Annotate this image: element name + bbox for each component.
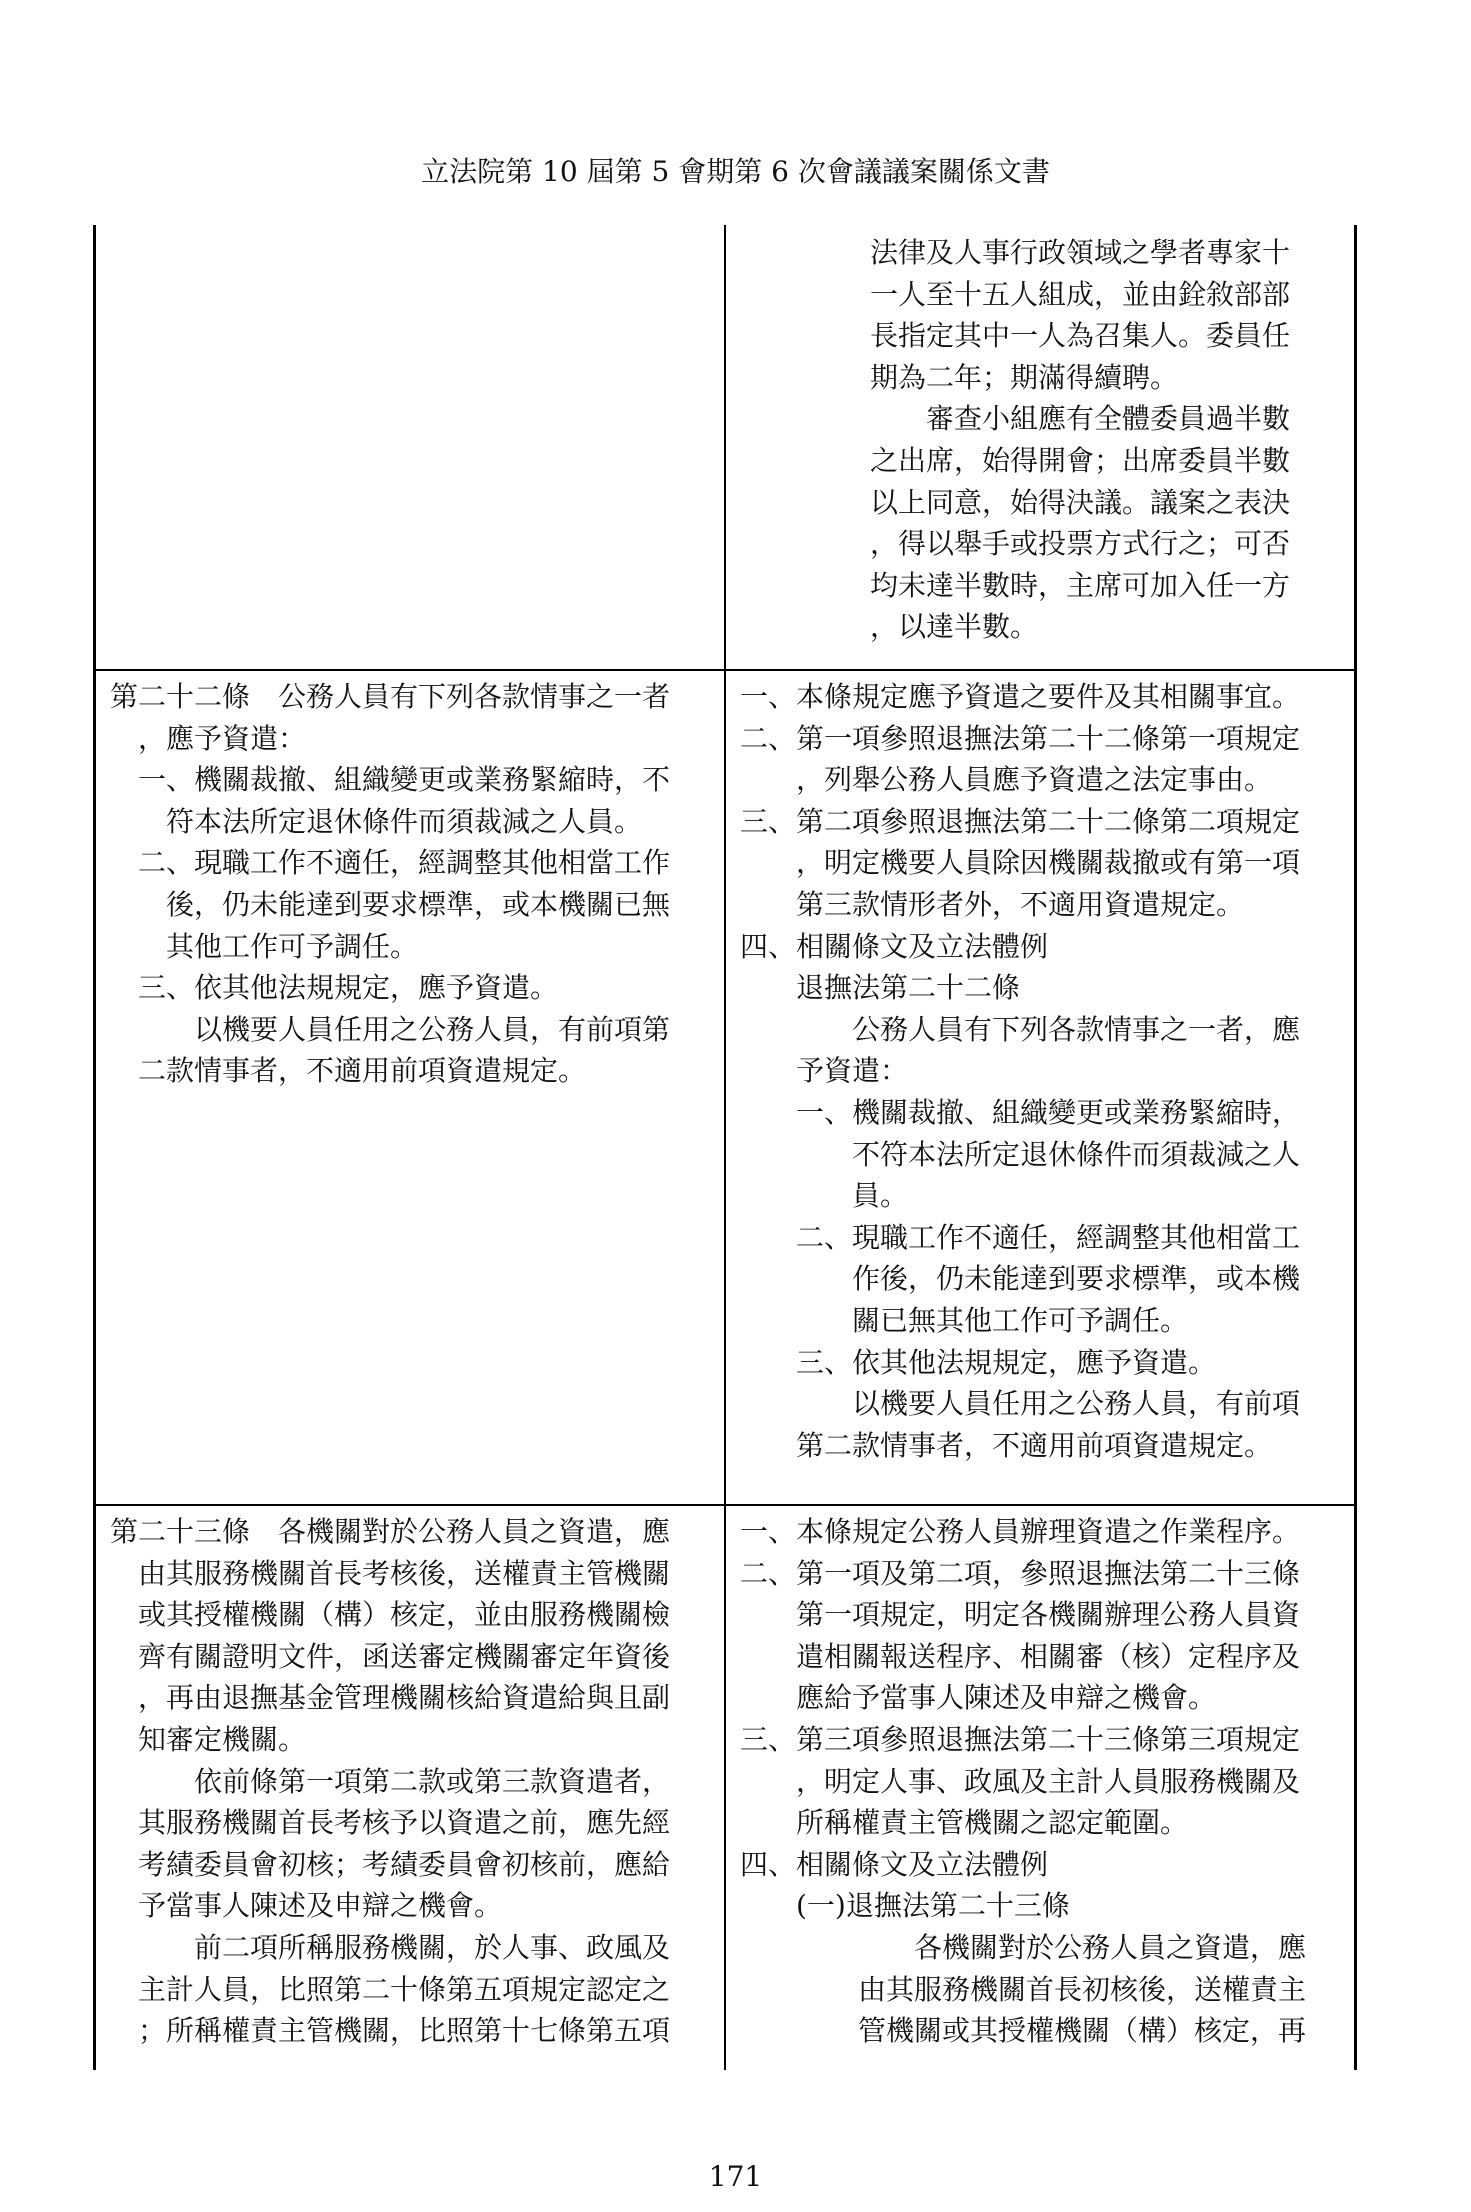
- text-line: 第三款情形者外，不適用資遣規定。: [796, 887, 1245, 921]
- text-line: 由其服務機關首長考核後，送權責主管機關: [138, 1556, 671, 1590]
- text-line: 第二十二條 公務人員有下列各款情事之一者: [110, 680, 671, 713]
- text-line: 二、現職工作不適任，經調整其他相當工: [796, 1220, 1301, 1254]
- text-line: 主計人員，比照第二十條第五項規定認定之: [138, 1972, 671, 2006]
- text-line: 三、第三項參照退撫法第二十三條第三項規定: [740, 1722, 1301, 1756]
- text-line: 齊有關證明文件，函送審定機關審定年資後: [138, 1639, 671, 1673]
- text-line: 其他工作可予調任。: [166, 929, 419, 963]
- text-line: 以上同意，始得決議。議案之表決: [870, 485, 1291, 519]
- text-line: 期為二年；期滿得續聘。: [870, 360, 1179, 394]
- text-line: 不符本法所定退休條件而須裁減之人: [852, 1137, 1301, 1171]
- table-column-divider: [724, 225, 726, 2070]
- text-line: 予資遣：: [796, 1054, 909, 1088]
- text-line: 前二項所稱服務機關，於人事、政風及: [194, 1930, 671, 1964]
- text-line: 長指定其中一人為召集人。委員任: [870, 319, 1291, 353]
- text-line: 由其服務機關首長初核後，送權責主: [858, 1972, 1307, 2006]
- text-line: ，明定機要人員除因機關裁撤或有第一項: [796, 846, 1301, 880]
- text-line: 以機要人員任用之公務人員，有前項第: [194, 1012, 671, 1046]
- text-line: 遣相關報送程序、相關審（核）定程序及: [796, 1639, 1301, 1673]
- text-line: 均未達半數時，主席可加入任一方: [870, 568, 1291, 602]
- text-line: 三、依其他法規規定，應予資遣。: [796, 1345, 1217, 1379]
- row-divider: [93, 1504, 1357, 1506]
- row-3-article-23-text: [110, 1511, 710, 2052]
- text-line: ；所稱權責主管機關，比照第十七條第五項: [138, 2014, 671, 2048]
- text-line: 三、依其他法規規定，應予資遣。: [138, 971, 559, 1005]
- text-line: 審查小組應有全體委員過半數: [926, 402, 1291, 436]
- text-line: ，列舉公務人員應予資遣之法定事由。: [796, 763, 1273, 797]
- row-3-article-23-explanation: [740, 1511, 1340, 2052]
- text-line: 管機關或其授權機關（構）核定，再: [858, 2014, 1307, 2048]
- text-line: 各機關對於公務人員之資遣，應: [914, 1930, 1307, 1964]
- row-2-article-22-explanation: [740, 676, 1340, 1466]
- text-line: 一、機關裁撤、組織變更或業務緊縮時，不: [138, 763, 671, 797]
- text-line: 二款情事者，不適用前項資遣規定。: [138, 1054, 587, 1088]
- text-line: 二、現職工作不適任，經調整其他相當工作: [138, 846, 671, 880]
- row-divider: [93, 669, 1357, 671]
- text-line: 四、相關條文及立法體例: [740, 929, 1049, 963]
- text-line: 或其授權機關（構）核定，並由服務機關檢: [138, 1598, 671, 1632]
- text-line: 一人至十五人組成，並由銓敘部部: [870, 277, 1291, 311]
- row-1-right-cell: [740, 232, 1340, 648]
- row-2-article-22-text: [110, 676, 710, 1092]
- text-line: 第二十三條 各機關對於公務人員之資遣，應: [110, 1515, 671, 1548]
- text-line: 第二款情事者，不適用前項資遣規定。: [796, 1428, 1273, 1462]
- text-line: 退撫法第二十二條: [796, 971, 1021, 1005]
- text-line: 一、本條規定應予資遣之要件及其相關事宜。: [740, 680, 1301, 713]
- text-line: 依前條第一項第二款或第三款資遣者，: [194, 1764, 671, 1798]
- text-line: ，明定人事、政風及主計人員服務機關及: [796, 1764, 1301, 1798]
- text-line: 應給予當事人陳述及申辯之機會。: [796, 1681, 1217, 1715]
- text-line: 之出席，始得開會；出席委員半數: [870, 443, 1291, 477]
- table-left-border: [93, 225, 96, 2070]
- text-line: 以機要人員任用之公務人員，有前項: [852, 1387, 1301, 1421]
- page-number: 171: [708, 2160, 763, 2193]
- text-line: 公務人員有下列各款情事之一者，應: [852, 1012, 1301, 1046]
- text-line: 二、第一項及第二項，參照退撫法第二十三條: [740, 1556, 1301, 1590]
- table-right-border: [1354, 225, 1357, 2070]
- document-header: 立法院第 10 屆第 5 會期第 6 次會議議案關係文書: [421, 155, 1050, 188]
- text-line: ，以達半數。: [870, 610, 1039, 644]
- text-line: 其服務機關首長考核予以資遣之前，應先經: [138, 1806, 671, 1840]
- text-line: 作後，仍未能達到要求標準，或本機: [852, 1262, 1301, 1296]
- text-line: ，得以舉手或投票方式行之；可否: [870, 527, 1291, 561]
- text-line: 符本法所定退休條件而須裁減之人員。: [166, 804, 643, 838]
- text-line: 四、相關條文及立法體例: [740, 1847, 1049, 1881]
- text-line: 予當事人陳述及申辯之機會。: [138, 1889, 503, 1923]
- text-line: 第一項規定，明定各機關辦理公務人員資: [796, 1598, 1301, 1632]
- text-line: 關已無其他工作可予調任。: [852, 1303, 1189, 1337]
- text-line: 後，仍未能達到要求標準，或本機關已無: [166, 887, 671, 921]
- text-line: 員。: [852, 1179, 909, 1213]
- text-line: 考績委員會初核；考績委員會初核前，應給: [138, 1847, 671, 1881]
- text-line: ，應予資遣：: [138, 721, 307, 755]
- text-line: 三、第二項參照退撫法第二十二條第二項規定: [740, 804, 1301, 838]
- text-line: 所稱權責主管機關之認定範圍。: [796, 1806, 1189, 1840]
- text-line: 一、機關裁撤、組織變更或業務緊縮時，: [796, 1095, 1301, 1129]
- text-line: (一)退撫法第二十三條: [796, 1889, 1070, 1923]
- text-line: 一、本條規定公務人員辦理資遣之作業程序。: [740, 1515, 1301, 1548]
- text-line: 二、第一項參照退撫法第二十二條第一項規定: [740, 721, 1301, 755]
- text-line: 知審定機關。: [138, 1722, 307, 1756]
- text-line: 法律及人事行政領域之學者專家十: [870, 236, 1291, 269]
- text-line: ，再由退撫基金管理機關核給資遣給與且副: [138, 1681, 671, 1715]
